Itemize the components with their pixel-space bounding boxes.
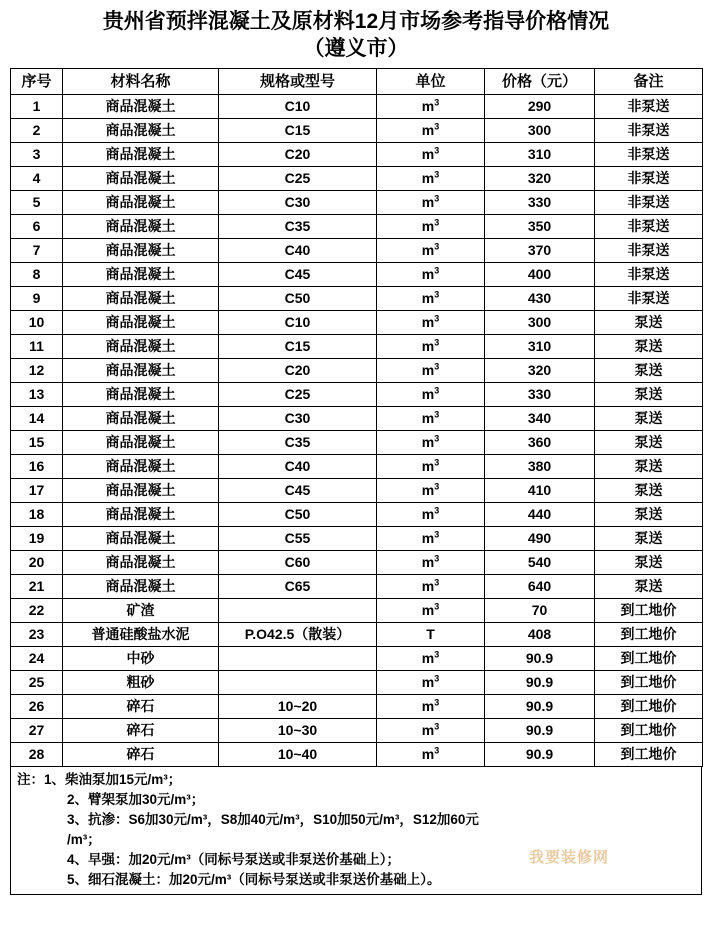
note-line-4: 4、早强：加20元/m³（同标号泵送或非泵送价基础上）； — [67, 852, 401, 867]
table-row — [11, 551, 703, 575]
cell-price: 290 — [485, 95, 595, 119]
cell-price: 360 — [485, 431, 595, 455]
cell-price: 540 — [485, 551, 595, 575]
table-row — [11, 719, 703, 743]
cell-unit: $m^3$ — [377, 215, 485, 239]
cell-spec: 10~20 — [219, 695, 377, 719]
column-header-index: 序号 — [11, 69, 63, 95]
cell-unit: $m^3$ — [377, 335, 485, 359]
cell-index: 9 — [11, 287, 63, 311]
cell-index: 14 — [11, 407, 63, 431]
cell-unit: $m^3$ — [377, 383, 485, 407]
table-row — [11, 455, 703, 479]
cell-material-name: 商品混凝土 — [63, 215, 219, 239]
cell-material-name: 碎石 — [63, 719, 219, 743]
cell-note: 非泵送 — [595, 167, 703, 191]
cell-material-name: 商品混凝土 — [63, 263, 219, 287]
cell-unit: $m^3$ — [377, 551, 485, 575]
cell-material-name: 商品混凝土 — [63, 431, 219, 455]
table-row — [11, 335, 703, 359]
table-row — [11, 407, 703, 431]
table-row — [11, 671, 703, 695]
note-line-3-cont: /m³； — [67, 832, 101, 847]
cell-material-name: 商品混凝土 — [63, 335, 219, 359]
cell-unit: $m^3$ — [377, 359, 485, 383]
cell-index: 13 — [11, 383, 63, 407]
table-row — [11, 95, 703, 119]
cell-unit: $m^3$ — [377, 167, 485, 191]
column-header-note: 备注 — [595, 69, 703, 95]
cell-spec: C20 — [219, 143, 377, 167]
table-row — [11, 695, 703, 719]
cell-index: 15 — [11, 431, 63, 455]
note-line-1: 注：1、柴油泵加15元/m³； — [17, 772, 182, 787]
cell-note: 非泵送 — [595, 95, 703, 119]
title-line-1: 贵州省预拌混凝土及原材料12月市场参考指导价格情况 — [102, 10, 610, 33]
cell-price: 410 — [485, 479, 595, 503]
cell-index: 8 — [11, 263, 63, 287]
cell-note: 泵送 — [595, 503, 703, 527]
table-row — [11, 623, 703, 647]
cell-unit: $m^3$ — [377, 287, 485, 311]
column-header-price: 价格（元） — [485, 69, 595, 95]
cell-price: 70 — [485, 599, 595, 623]
cell-spec: C50 — [219, 503, 377, 527]
cell-index: 11 — [11, 335, 63, 359]
cell-spec: C15 — [219, 119, 377, 143]
cell-unit: $m^3$ — [377, 671, 485, 695]
cell-material-name: 商品混凝土 — [63, 311, 219, 335]
cell-unit: $m^3$ — [377, 95, 485, 119]
cell-material-name: 粗砂 — [63, 671, 219, 695]
cell-material-name: 碎石 — [63, 743, 219, 767]
cell-unit: $m^3$ — [377, 503, 485, 527]
cell-material-name: 商品混凝土 — [63, 575, 219, 599]
table-row — [11, 575, 703, 599]
cell-note: 到工地价 — [595, 719, 703, 743]
cell-note: 到工地价 — [595, 647, 703, 671]
table-row — [11, 167, 703, 191]
table-row — [11, 359, 703, 383]
column-header-unit: 单位 — [377, 69, 485, 95]
note-line-3: 3、抗渗：S6加30元/m³，S8加40元/m³，S10加50元/m³，S12加60元 — [67, 812, 479, 827]
cell-unit: $m^3$ — [377, 407, 485, 431]
cell-spec — [219, 671, 377, 695]
cell-price: 90.9 — [485, 647, 595, 671]
cell-note: 到工地价 — [595, 743, 703, 767]
table-row — [11, 119, 703, 143]
column-header-spec: 规格或型号 — [219, 69, 377, 95]
cell-unit: $m^3$ — [377, 599, 485, 623]
cell-price: 90.9 — [485, 743, 595, 767]
cell-index: 12 — [11, 359, 63, 383]
cell-index: 4 — [11, 167, 63, 191]
cell-spec: C50 — [219, 287, 377, 311]
table-body — [11, 95, 703, 767]
cell-spec: C45 — [219, 479, 377, 503]
cell-material-name: 商品混凝土 — [63, 359, 219, 383]
cell-price: 640 — [485, 575, 595, 599]
cell-price: 330 — [485, 191, 595, 215]
cell-spec: 10~30 — [219, 719, 377, 743]
cell-spec: C55 — [219, 527, 377, 551]
cell-price: 300 — [485, 311, 595, 335]
cell-note: 泵送 — [595, 455, 703, 479]
cell-index: 7 — [11, 239, 63, 263]
table-row — [11, 263, 703, 287]
cell-unit: $m^3$ — [377, 647, 485, 671]
cell-price: 440 — [485, 503, 595, 527]
cell-unit: $m^3$ — [377, 263, 485, 287]
table-row — [11, 191, 703, 215]
cell-material-name: 商品混凝土 — [63, 455, 219, 479]
cell-unit: $m^3$ — [377, 527, 485, 551]
cell-price: 90.9 — [485, 719, 595, 743]
cell-unit: $m^3$ — [377, 743, 485, 767]
table-row — [11, 311, 703, 335]
cell-note: 到工地价 — [595, 599, 703, 623]
cell-note: 泵送 — [595, 551, 703, 575]
cell-index: 6 — [11, 215, 63, 239]
cell-material-name: 商品混凝土 — [63, 407, 219, 431]
cell-material-name: 中砂 — [63, 647, 219, 671]
table-row — [11, 383, 703, 407]
cell-material-name: 商品混凝土 — [63, 383, 219, 407]
cell-note: 非泵送 — [595, 287, 703, 311]
cell-note: 泵送 — [595, 359, 703, 383]
table-row — [11, 599, 703, 623]
table-row — [11, 503, 703, 527]
cell-material-name: 商品混凝土 — [63, 191, 219, 215]
cell-spec: C45 — [219, 263, 377, 287]
cell-spec: C25 — [219, 167, 377, 191]
column-header-name: 材料名称 — [63, 69, 219, 95]
title-line-2: （遵义市） — [303, 37, 409, 60]
cell-note: 泵送 — [595, 575, 703, 599]
cell-note: 泵送 — [595, 431, 703, 455]
cell-price: 400 — [485, 263, 595, 287]
cell-index: 3 — [11, 143, 63, 167]
cell-note: 泵送 — [595, 479, 703, 503]
cell-unit: $m^3$ — [377, 119, 485, 143]
cell-spec: 10~40 — [219, 743, 377, 767]
cell-unit: T — [377, 623, 485, 647]
cell-unit: $m^3$ — [377, 191, 485, 215]
table-row — [11, 143, 703, 167]
price-table — [10, 68, 703, 767]
cell-price: 320 — [485, 359, 595, 383]
cell-spec: C65 — [219, 575, 377, 599]
cell-index: 2 — [11, 119, 63, 143]
cell-index: 17 — [11, 479, 63, 503]
cell-note: 泵送 — [595, 311, 703, 335]
cell-spec: C60 — [219, 551, 377, 575]
cell-unit: $m^3$ — [377, 239, 485, 263]
cell-price: 380 — [485, 455, 595, 479]
cell-price: 90.9 — [485, 671, 595, 695]
cell-unit: $m^3$ — [377, 719, 485, 743]
cell-unit: $m^3$ — [377, 695, 485, 719]
cell-note: 到工地价 — [595, 623, 703, 647]
cell-index: 21 — [11, 575, 63, 599]
cell-price: 330 — [485, 383, 595, 407]
cell-price: 340 — [485, 407, 595, 431]
cell-note: 非泵送 — [595, 263, 703, 287]
cell-note: 非泵送 — [595, 119, 703, 143]
cell-note: 到工地价 — [595, 695, 703, 719]
cell-index: 25 — [11, 671, 63, 695]
cell-spec: C10 — [219, 95, 377, 119]
cell-material-name: 碎石 — [63, 695, 219, 719]
table-row — [11, 239, 703, 263]
table-row — [11, 743, 703, 767]
cell-price: 408 — [485, 623, 595, 647]
page-title — [10, 8, 702, 62]
cell-note: 泵送 — [595, 383, 703, 407]
cell-index: 10 — [11, 311, 63, 335]
cell-unit: $m^3$ — [377, 143, 485, 167]
cell-spec: C40 — [219, 455, 377, 479]
cell-material-name: 商品混凝土 — [63, 287, 219, 311]
cell-price: 350 — [485, 215, 595, 239]
cell-unit: $m^3$ — [377, 431, 485, 455]
cell-material-name: 普通硅酸盐水泥 — [63, 623, 219, 647]
cell-material-name: 商品混凝土 — [63, 479, 219, 503]
cell-spec: C35 — [219, 215, 377, 239]
cell-spec: C35 — [219, 431, 377, 455]
cell-unit: $m^3$ — [377, 455, 485, 479]
cell-note: 非泵送 — [595, 191, 703, 215]
cell-price: 300 — [485, 119, 595, 143]
cell-material-name: 商品混凝土 — [63, 527, 219, 551]
table-row — [11, 215, 703, 239]
cell-material-name: 商品混凝土 — [63, 95, 219, 119]
table-row — [11, 287, 703, 311]
cell-material-name: 商品混凝土 — [63, 119, 219, 143]
cell-index: 23 — [11, 623, 63, 647]
table-row — [11, 431, 703, 455]
cell-spec — [219, 647, 377, 671]
watermark-text: 我要装修网 — [528, 849, 609, 866]
cell-spec: C30 — [219, 407, 377, 431]
cell-unit: $m^3$ — [377, 479, 485, 503]
cell-spec: C20 — [219, 359, 377, 383]
cell-material-name: 商品混凝土 — [63, 239, 219, 263]
cell-unit: $m^3$ — [377, 575, 485, 599]
cell-price: 90.9 — [485, 695, 595, 719]
note-line-2: 2、臂架泵加30元/m³； — [67, 792, 205, 807]
table-row — [11, 527, 703, 551]
table-row — [11, 647, 703, 671]
cell-material-name: 矿渣 — [63, 599, 219, 623]
cell-spec: C10 — [219, 311, 377, 335]
cell-index: 27 — [11, 719, 63, 743]
cell-price: 490 — [485, 527, 595, 551]
cell-spec: C15 — [219, 335, 377, 359]
cell-note: 泵送 — [595, 527, 703, 551]
cell-note: 到工地价 — [595, 671, 703, 695]
cell-spec — [219, 599, 377, 623]
cell-index: 5 — [11, 191, 63, 215]
cell-index: 26 — [11, 695, 63, 719]
note-line-5: 5、细石混凝土：加20元/m³（同标号泵送或非泵送价基础上）。 — [67, 872, 441, 887]
table-row — [11, 479, 703, 503]
cell-index: 20 — [11, 551, 63, 575]
cell-material-name: 商品混凝土 — [63, 143, 219, 167]
cell-material-name: 商品混凝土 — [63, 551, 219, 575]
cell-price: 320 — [485, 167, 595, 191]
notes-block — [10, 767, 702, 895]
cell-price: 310 — [485, 335, 595, 359]
table-header-row — [11, 69, 703, 95]
cell-price: 430 — [485, 287, 595, 311]
cell-spec: P.O42.5（散装） — [219, 623, 377, 647]
cell-price: 310 — [485, 143, 595, 167]
cell-note: 非泵送 — [595, 239, 703, 263]
cell-material-name: 商品混凝土 — [63, 167, 219, 191]
cell-note: 泵送 — [595, 335, 703, 359]
cell-index: 16 — [11, 455, 63, 479]
cell-index: 18 — [11, 503, 63, 527]
cell-note: 非泵送 — [595, 215, 703, 239]
cell-spec: C25 — [219, 383, 377, 407]
cell-index: 1 — [11, 95, 63, 119]
cell-material-name: 商品混凝土 — [63, 503, 219, 527]
cell-unit: $m^3$ — [377, 311, 485, 335]
cell-price: 370 — [485, 239, 595, 263]
cell-index: 22 — [11, 599, 63, 623]
cell-note: 泵送 — [595, 407, 703, 431]
cell-index: 24 — [11, 647, 63, 671]
cell-spec: C40 — [219, 239, 377, 263]
cell-index: 19 — [11, 527, 63, 551]
cell-index: 28 — [11, 743, 63, 767]
cell-note: 非泵送 — [595, 143, 703, 167]
cell-spec: C30 — [219, 191, 377, 215]
